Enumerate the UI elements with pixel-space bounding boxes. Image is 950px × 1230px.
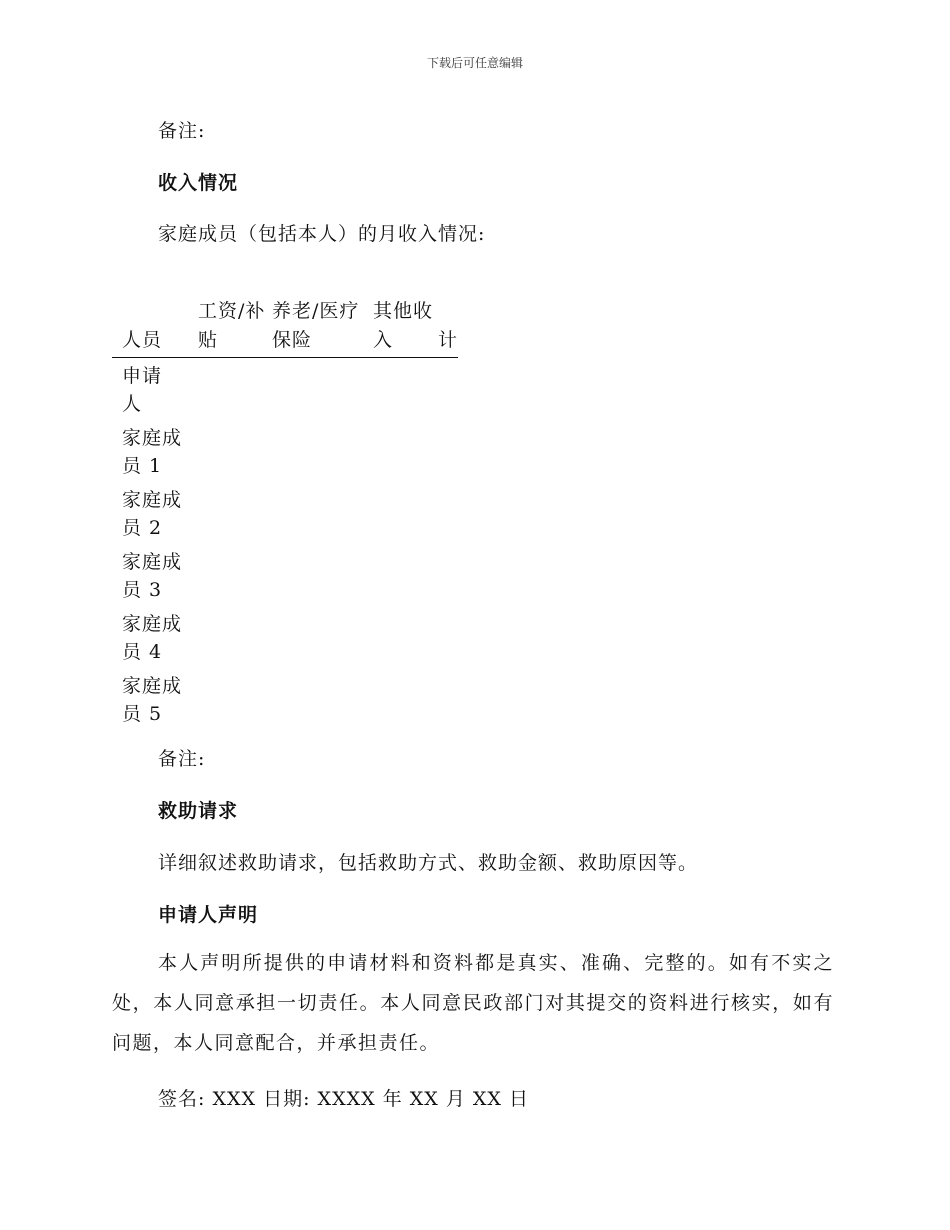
- table-row: 家庭成员 3: [122, 551, 183, 601]
- signature-label: 签名:: [158, 1088, 206, 1110]
- income-remark: 备注:: [158, 748, 206, 770]
- declaration-section-title: 申请人声明: [158, 904, 259, 926]
- header-wage: 工资/补贴: [198, 300, 266, 351]
- date-value: XXXX 年 XX 月 XX 日: [317, 1088, 529, 1110]
- income-table-body: [122, 362, 322, 734]
- table-row: 家庭成员 1: [122, 427, 183, 477]
- income-table-header: [112, 270, 458, 358]
- table-row: 家庭成员 5: [122, 675, 183, 725]
- income-intro: 家庭成员（包括本人）的月收入情况:: [158, 223, 486, 245]
- signature-line: [158, 1084, 529, 1111]
- income-table: [112, 270, 459, 725]
- table-row: 申请人: [122, 365, 163, 415]
- table-row: 家庭成员 2: [122, 489, 183, 539]
- income-section-title: 收入情况: [158, 172, 239, 194]
- declaration-text: 本人声明所提供的申请材料和资料都是真实、准确、完整的。如有不实之处，本人同意承担一切责任。本人同意民政部门对其提交的资料进行核实，如有问题，本人同意配合，并承担责任。: [112, 952, 834, 1054]
- remark-top: 备注:: [158, 120, 206, 142]
- date-label: 日期:: [263, 1088, 311, 1110]
- aid-section-title: 救助请求: [158, 800, 239, 822]
- header-name: 人员: [122, 329, 163, 351]
- header-other: 其他收入: [373, 300, 434, 351]
- aid-text: 详细叙述救助请求，包括救助方式、救助金额、救助原因等。: [158, 852, 699, 874]
- header-total: 计: [438, 329, 459, 351]
- table-row: 家庭成员 4: [122, 613, 183, 663]
- header-pension: 养老/医疗保险: [272, 300, 360, 351]
- signature-name: XXX: [212, 1088, 257, 1110]
- page-header: 下载后可任意编辑: [426, 56, 523, 70]
